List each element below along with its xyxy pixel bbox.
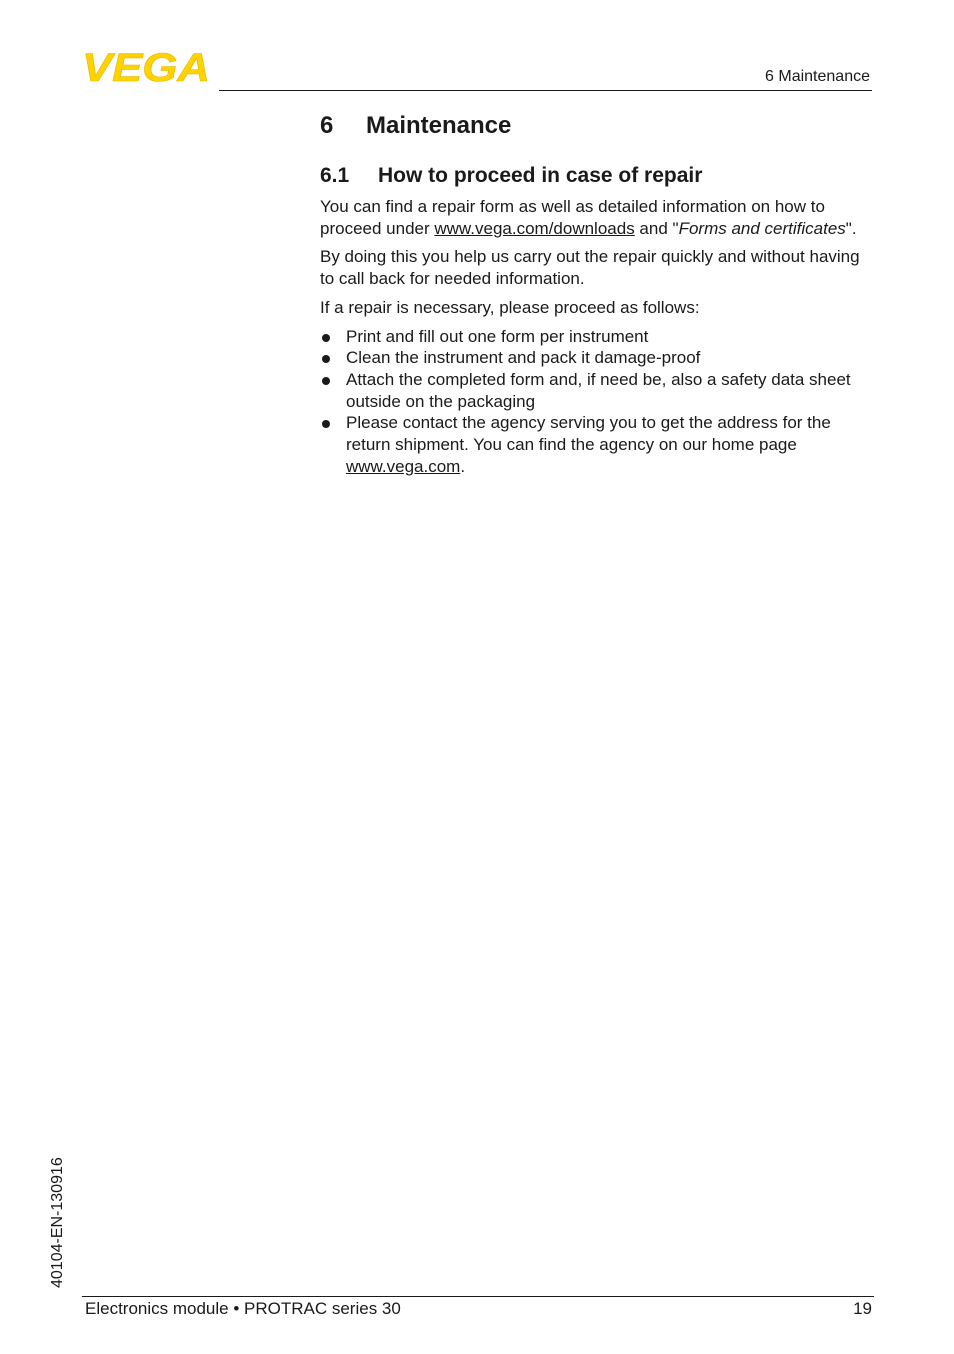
header-section-label: 6 Maintenance (765, 68, 870, 85)
page-number: 19 (853, 1299, 872, 1318)
bullet-icon (322, 420, 330, 428)
footer-title: Electronics module • PROTRAC series 30 (85, 1299, 401, 1318)
chapter-title: Maintenance (366, 112, 512, 139)
list-item-text: . (460, 456, 466, 476)
chapter-heading (320, 108, 872, 144)
list-item (320, 326, 872, 348)
section-title: How to proceed in case of repair (378, 164, 703, 187)
vega-logo (82, 50, 212, 84)
bullet-icon (322, 377, 330, 385)
header-divider (219, 90, 872, 91)
bullet-icon (322, 355, 330, 363)
list-item (320, 412, 872, 477)
paragraph-repair-form (320, 196, 872, 239)
paragraph-text: You can find a repair form as well as detailed information on how to proceed under (320, 197, 825, 238)
section-number: 6.1 (320, 164, 350, 187)
chapter-number: 6 (320, 112, 334, 139)
list-item (320, 347, 872, 369)
repair-steps-list (320, 326, 872, 478)
list-item-text: Attach the completed form and, if need be, also a safety data sheet outside on the packaging (346, 369, 851, 411)
paragraph-benefit: By doing this you help us carry out the repair quickly and without having to call back for needed information. (320, 247, 860, 289)
bullet-icon (322, 334, 330, 342)
svg-text:VEGA: VEGA (82, 50, 210, 84)
forms-certificates-emphasis: Forms and certificates (678, 218, 846, 238)
section-heading (320, 162, 872, 190)
downloads-link[interactable]: www.vega.com/downloads (434, 218, 635, 238)
vega-homepage-link[interactable]: www.vega.com (346, 456, 461, 476)
paragraph-text: ". (845, 218, 857, 238)
list-item-text: Please contact the agency serving you to get the address for the return shipment. You can find the agency on our home page (346, 413, 831, 455)
list-item-text: Print and fill out one form per instrument (346, 326, 649, 346)
paragraph-intro-steps: If a repair is necessary, please proceed as follows: (320, 297, 700, 317)
list-item-text: Clean the instrument and pack it damage-proof (346, 348, 701, 368)
footer-divider (82, 1296, 874, 1297)
document-code: 40104-EN-130916 (49, 1157, 66, 1288)
paragraph-text: and " (634, 218, 679, 238)
list-item (320, 369, 872, 412)
page-content (320, 108, 872, 477)
